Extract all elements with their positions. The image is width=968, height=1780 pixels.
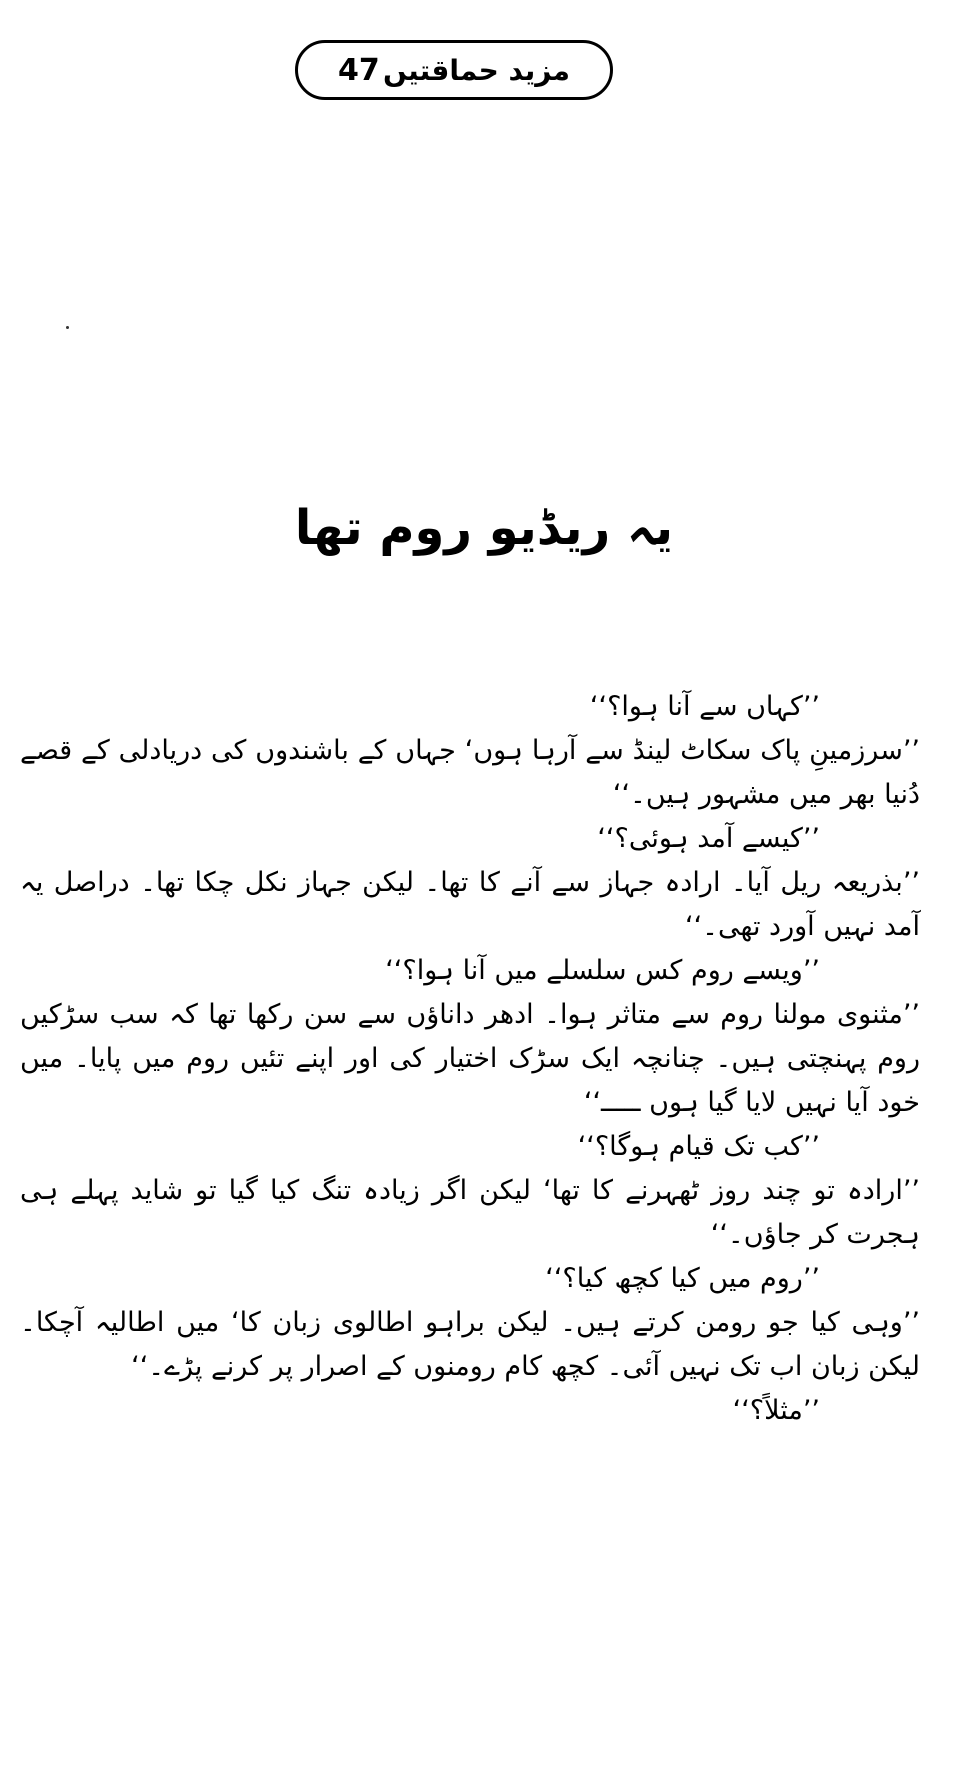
dialogue-answer: ’’ارادہ تو چند روز ٹھہرنے کا تھا‘ لیکن اگر زیادہ تنگ کیا گیا تو شاید پہلے ہی ہجرت کر جاؤں۔‘‘ (20, 1175, 920, 1250)
dialogue-answer: ’’وہی کیا جو رومن کرتے ہیں۔ لیکن براہو اطالوی زبان کا‘ میں اطالیہ آچکا۔ لیکن زبان اب تک نہیں آئی۔ کچھ کام رومنوں کے اصرار پر کرنے پڑے۔‘‘ (20, 1307, 920, 1382)
dialogue-question: ’’ویسے روم کس سلسلے میں آنا ہوا؟‘‘ (385, 955, 820, 986)
running-header (295, 40, 613, 100)
dialogue-question: ’’کب تک قیام ہوگا؟‘‘ (577, 1131, 820, 1162)
chapter-title: یہ ریڈیو روم تھا (294, 500, 674, 556)
dialogue-question: ’’مثلاً؟‘‘ (732, 1395, 820, 1426)
dialogue-question: ’’روم میں کیا کچھ کیا؟‘‘ (545, 1263, 820, 1294)
scan-speck (66, 326, 69, 329)
dialogue-body (20, 685, 920, 1433)
running-header-title: مزید حماقتیں (382, 53, 570, 87)
dialogue-answer: ’’بذریعہ ریل آیا۔ ارادہ جہاز سے آنے کا تھا۔ لیکن جہاز نکل چکا تھا۔ دراصل یہ آمد نہیں آورد تھی۔‘‘ (20, 867, 920, 942)
dialogue-question: ’’کہاں سے آنا ہوا؟‘‘ (589, 691, 820, 722)
dialogue-question: ’’کیسے آمد ہوئی؟‘‘ (597, 823, 820, 854)
dialogue-answer: ’’مثنوی مولنا روم سے متاثر ہوا۔ ادھر داناؤں سے سن رکھا تھا کہ سب سڑکیں روم پہنچتی ہیں۔ چنانچہ ایک سڑک اختیار کی اور اپنے تئیں روم میں پایا۔ میں خود آیا نہیں لایا گیا ہوں ـــــ‘‘ (20, 999, 920, 1118)
dialogue-answer: ’’سرزمینِ پاک سکاٹ لینڈ سے آرہا ہوں‘ جہاں کے باشندوں کی دریادلی کے قصے دُنیا بھر میں مشہور ہیں۔‘‘ (20, 735, 920, 810)
page-number: 47 (338, 52, 380, 88)
